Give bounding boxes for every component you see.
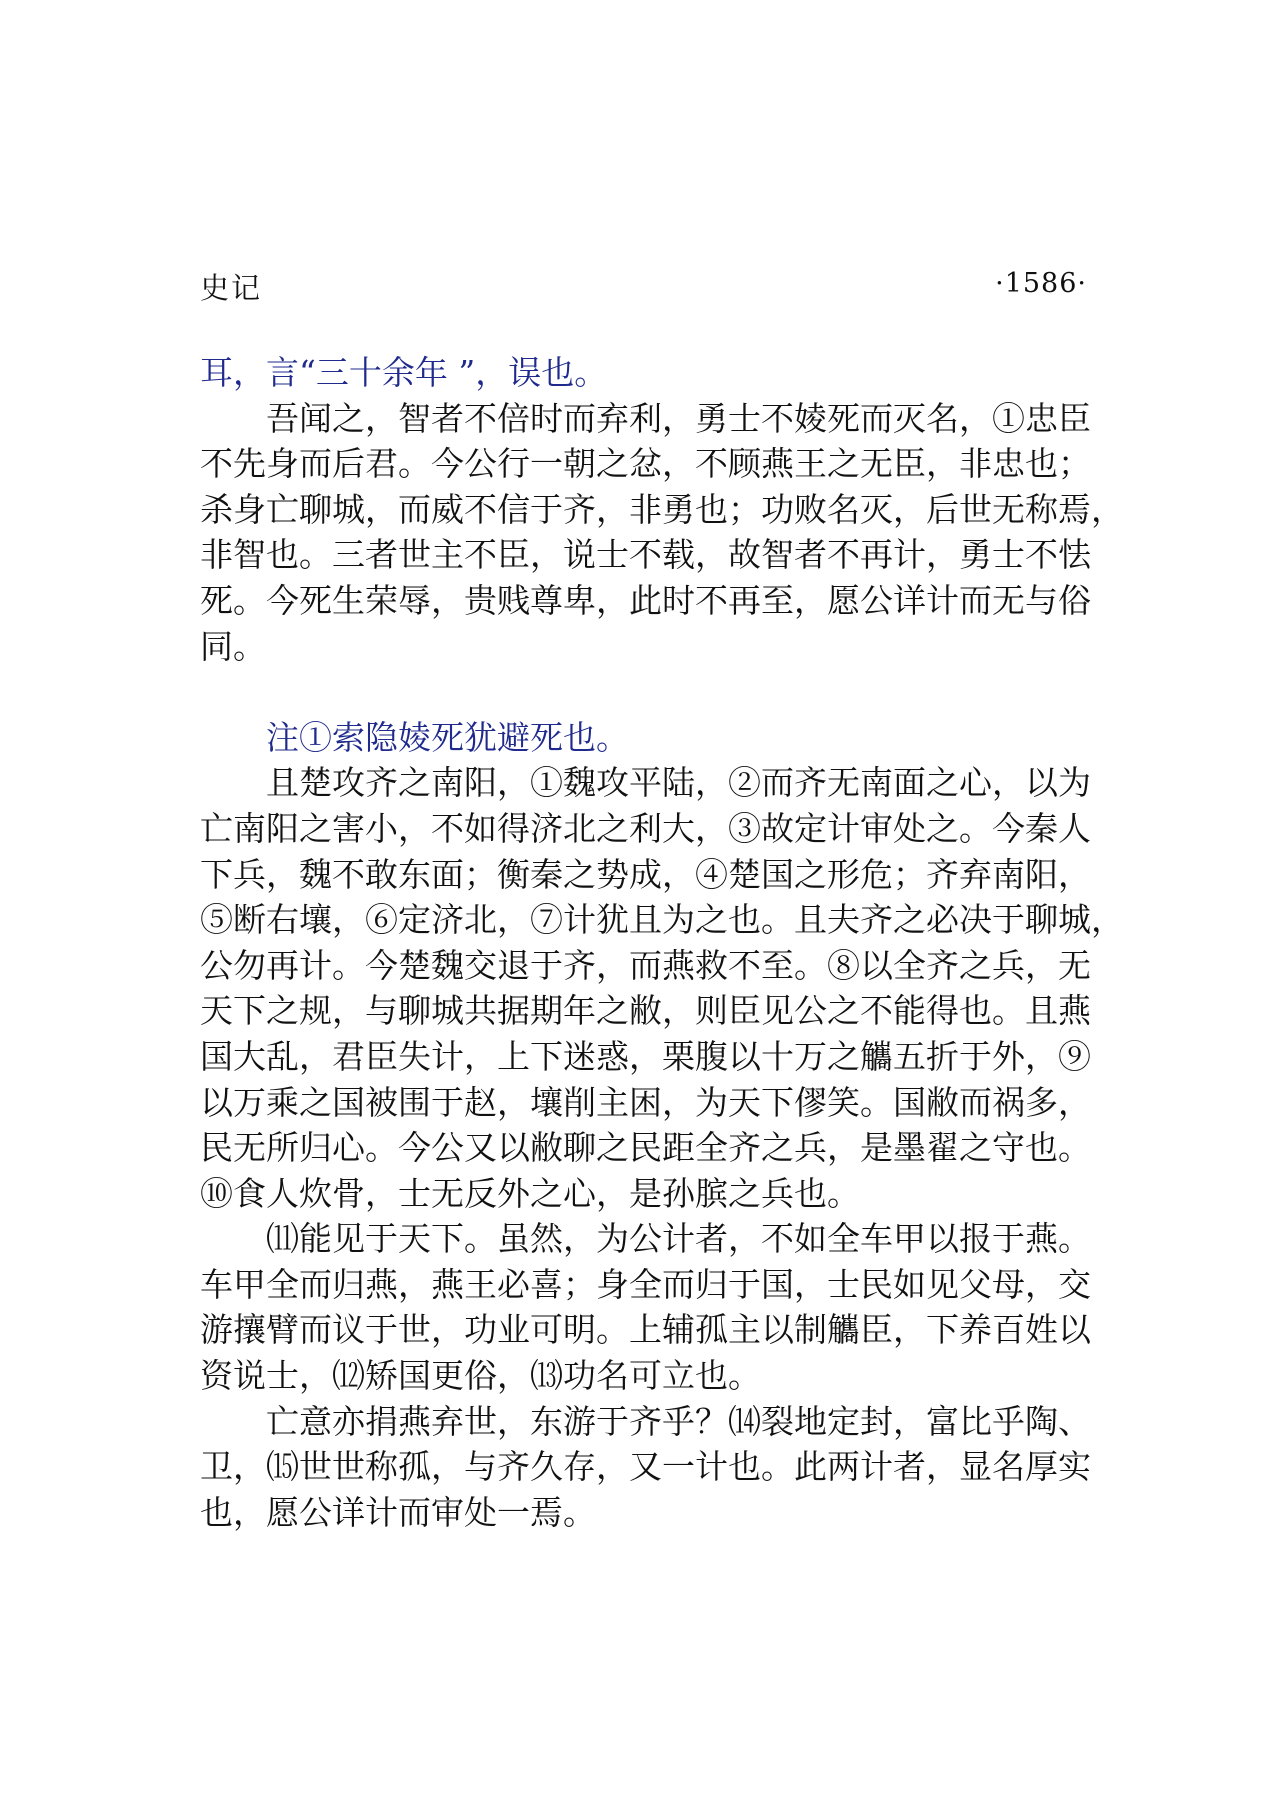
text-line: 车甲全而归燕，燕王必喜；身全而归于国，士民如见父母，交 xyxy=(200,1264,1091,1304)
text-line: 非智也。三者世主不臣，说士不载，故智者不再计，勇士不怯 xyxy=(200,535,1091,575)
text-line: 游攘臂而议于世，功业可明。上辅孤主以制觿臣，下养百姓以 xyxy=(200,1310,1091,1350)
text-line: 国大乱，君臣失计，上下迷惑，栗腹以十万之觿五折于外，⑨ xyxy=(200,1036,1091,1076)
text-line: 死。今死生荣辱，贵贱尊卑，此时不再至，愿公详计而无与俗 xyxy=(200,580,1091,620)
spacer xyxy=(200,669,1100,715)
page-number: ·1586· xyxy=(995,268,1087,299)
text-line: 下兵，魏不敢东面；衡秦之势成，④楚国之形危；齐弃南阳， xyxy=(200,854,1091,894)
text-line: ⑾能见于天下。虽然，为公计者，不如全车甲以报于燕。 xyxy=(200,1219,1091,1259)
text-line: 同。 xyxy=(200,626,266,666)
paragraph-1 xyxy=(200,396,1124,670)
text-line: 不先身而后君。今公行一朝之忿，不顾燕王之无臣，非忠也； xyxy=(200,444,1091,484)
text-line: 吾闻之，智者不倍时而弃利，勇士不婈死而灭名，①忠臣 xyxy=(200,398,1091,438)
text-line: 公勿再计。今楚魏交退于齐，而燕救不至。⑧以全齐之兵，无 xyxy=(200,945,1091,985)
text-line: 以万乘之国被围于赵，壤削主困，为天下僇笑。国敝而祸多， xyxy=(200,1082,1091,1122)
text-line: 卫，⒂世世称孤，与齐久存，又一计也。此两计者，显名厚实 xyxy=(200,1447,1091,1487)
text-line: 民无所归心。今公又以敝聊之民距全齐之兵，是墨翟之守也。 xyxy=(200,1128,1091,1168)
text-line: 且楚攻齐之南阳，①魏攻平陆，②而齐无南面之心，以为 xyxy=(200,763,1091,803)
text-line: ⑩食人炊骨，士无反外之心，是孙膑之兵也。 xyxy=(200,1173,860,1213)
paragraph-2 xyxy=(200,760,1124,1535)
page-body xyxy=(200,350,1124,1535)
book-title: 史记 xyxy=(200,271,263,305)
text-line: 资说士，⑿矫国更俗，⒀功名可立也。 xyxy=(200,1356,761,1396)
text-line: 天下之规，与聊城共据期年之敝，则臣见公之不能得也。且燕 xyxy=(200,991,1091,1031)
text-line: 杀身亡聊城，而威不信于齐，非勇也；功败名灭，后世无称焉， xyxy=(200,489,1124,529)
page-header xyxy=(200,266,1087,306)
annotation-line: 注①索隐婈死犹避死也。 xyxy=(200,717,629,757)
note-line: 耳，言“三十余年 ”，误也。 xyxy=(200,353,608,392)
text-line: 也，愿公详计而审处一焉。 xyxy=(200,1492,596,1532)
text-line: 亡南阳之害小，不如得济北之利大，③故定计审处之。今秦人 xyxy=(200,808,1091,848)
text-line: ⑤断右壤，⑥定济北，⑦计犹且为之也。且夫齐之必决于聊城， xyxy=(200,900,1124,940)
text-line: 亡意亦捐燕弃世，东游于齐乎？⒁裂地定封，富比乎陶、 xyxy=(200,1401,1091,1441)
